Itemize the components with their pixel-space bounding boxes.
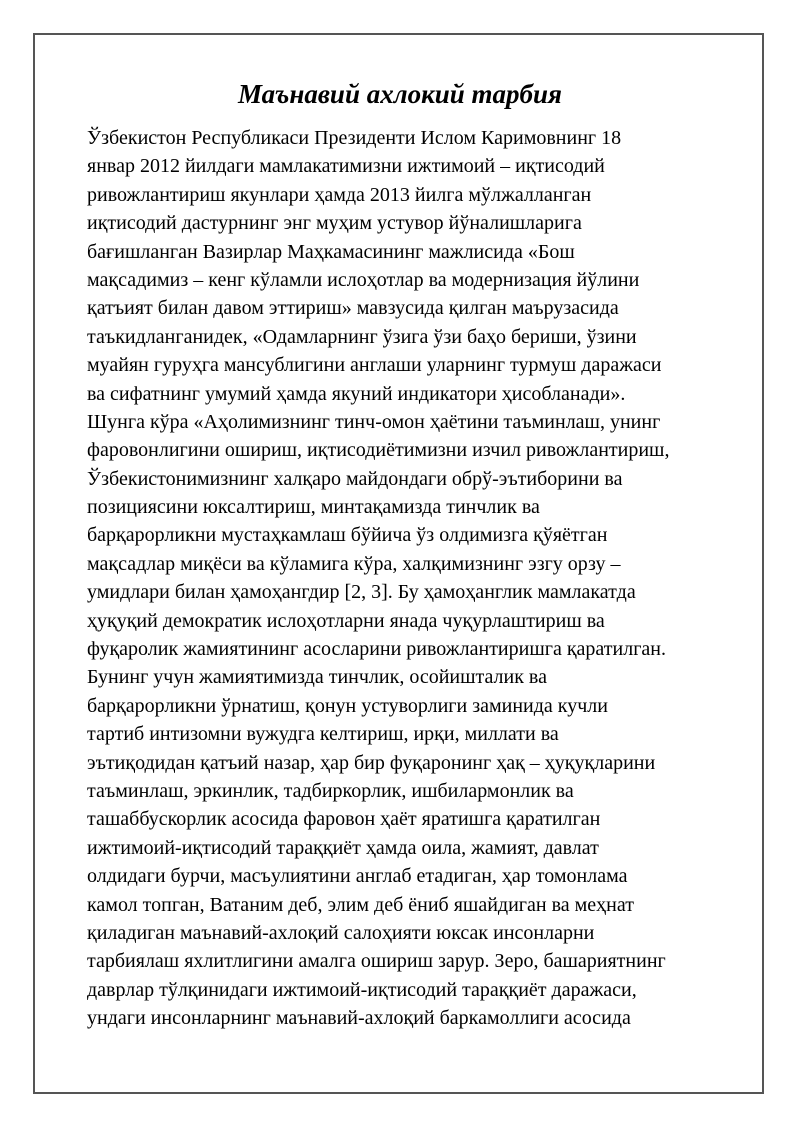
text-line: қиладиган маънавий-ахлоқий салоҳияти юксак инсонларни xyxy=(87,921,595,944)
text-line: Шунга кўра «Аҳолимизнинг тинч-омон ҳаётини таъминлаш, унинг xyxy=(87,410,661,433)
text-line: тартиб интизомни вужудга келтириш, ирқи, миллати ва xyxy=(87,723,559,746)
text-line: ва сифатнинг умумий ҳамда якуний индикатори ҳисобланади». xyxy=(87,382,626,405)
text-line: мақсадимиз – кенг кўламли ислоҳотлар ва модернизация йўлини xyxy=(87,268,640,291)
text-line: даврлар тўлқинидаги ижтимоий-иқтисодий тараққиёт даражаси, xyxy=(87,978,637,1001)
text-line: ташаббускорлик асосида фаровон ҳаёт яратишга қаратилган xyxy=(87,808,601,831)
text-line: Ўзбекистон Республикаси Президенти Ислом Каримовнинг 18 xyxy=(87,127,622,149)
text-line: Ўзбекистонимизнинг халқаро майдондаги обрў-эътиборини ва xyxy=(87,467,623,490)
text-line: қатъият билан давом эттириш» мавзусида қилган маърузасида xyxy=(87,297,619,320)
text-line: эътиқодидан қатъий назар, ҳар бир фуқаронинг ҳақ – ҳуқуқларини xyxy=(87,751,656,774)
text-line: иқтисодий дастурнинг энг муҳим устувор йўналишларига xyxy=(87,212,582,235)
document-body xyxy=(87,124,727,1033)
document-title: Маънавий ахлокий тарбия xyxy=(238,79,562,109)
text-line: барқарорликни ўрнатиш, қонун устуворлиги заминида кучли xyxy=(87,694,608,717)
text-line: мақсадлар миқёси ва кўламига кўра, халқимизнинг эзгу орзу – xyxy=(87,552,621,575)
text-line: олдидаги бурчи, масъулиятини англаб етадиган, ҳар томонлама xyxy=(87,865,628,888)
text-line: таъкидланганидек, «Одамларнинг ўзига ўзи баҳо бериши, ўзини xyxy=(87,325,637,348)
text-line: ҳуқуқий демократик ислоҳотларни янада чуқурлаштириш ва xyxy=(87,609,605,632)
text-line: ривожлантириш якунлари ҳамда 2013 йилга мўлжалланган xyxy=(87,183,592,206)
text-line: камол топган, Ватаним деб, элим деб ёниб яшайдиган ва меҳнат xyxy=(87,893,634,916)
text-line: умидлари билан ҳамоҳангдир [2, 3]. Бу ҳамоҳанглик мамлакатда xyxy=(87,581,636,604)
text-line: бағишланган Вазирлар Маҳкамасининг мажлисида «Бош xyxy=(87,240,575,263)
text-line: тарбиялаш яхлитлигини амалга ошириш зарур. Зеро, башариятнинг xyxy=(87,950,666,973)
text-line: таъминлаш, эркинлик, тадбиркорлик, ишбилармонлик ва xyxy=(87,779,574,802)
text-line: фуқаролик жамиятининг асосларини ривожлантиришга қаратилган. xyxy=(87,638,666,661)
text-line: муайян гуруҳга мансублигини англаши уларнинг турмуш даражаси xyxy=(87,354,662,377)
text-line: позициясини юксалтириш, минтақамизда тинчлик ва xyxy=(87,496,540,519)
text-line: ижтимоий-иқтисодий тараққиёт ҳамда оила, жамият, давлат xyxy=(87,836,599,859)
text-line: Бунинг учун жамиятимизда тинчлик, осойишталик ва xyxy=(87,666,547,689)
text-line: барқарорликни мустаҳкамлаш бўйича ўз олдимизга қўяётган xyxy=(87,524,608,547)
text-line: фаровонлигини ошириш, иқтисодиётимизни изчил ривожлантириш, xyxy=(87,439,670,462)
text-line: ундаги инсонларнинг маънавий-ахлоқий баркамоллиги асосида xyxy=(87,1007,631,1030)
text-line: январ 2012 йилдаги мамлакатимизни ижтимоий – иқтисодий xyxy=(87,155,605,178)
